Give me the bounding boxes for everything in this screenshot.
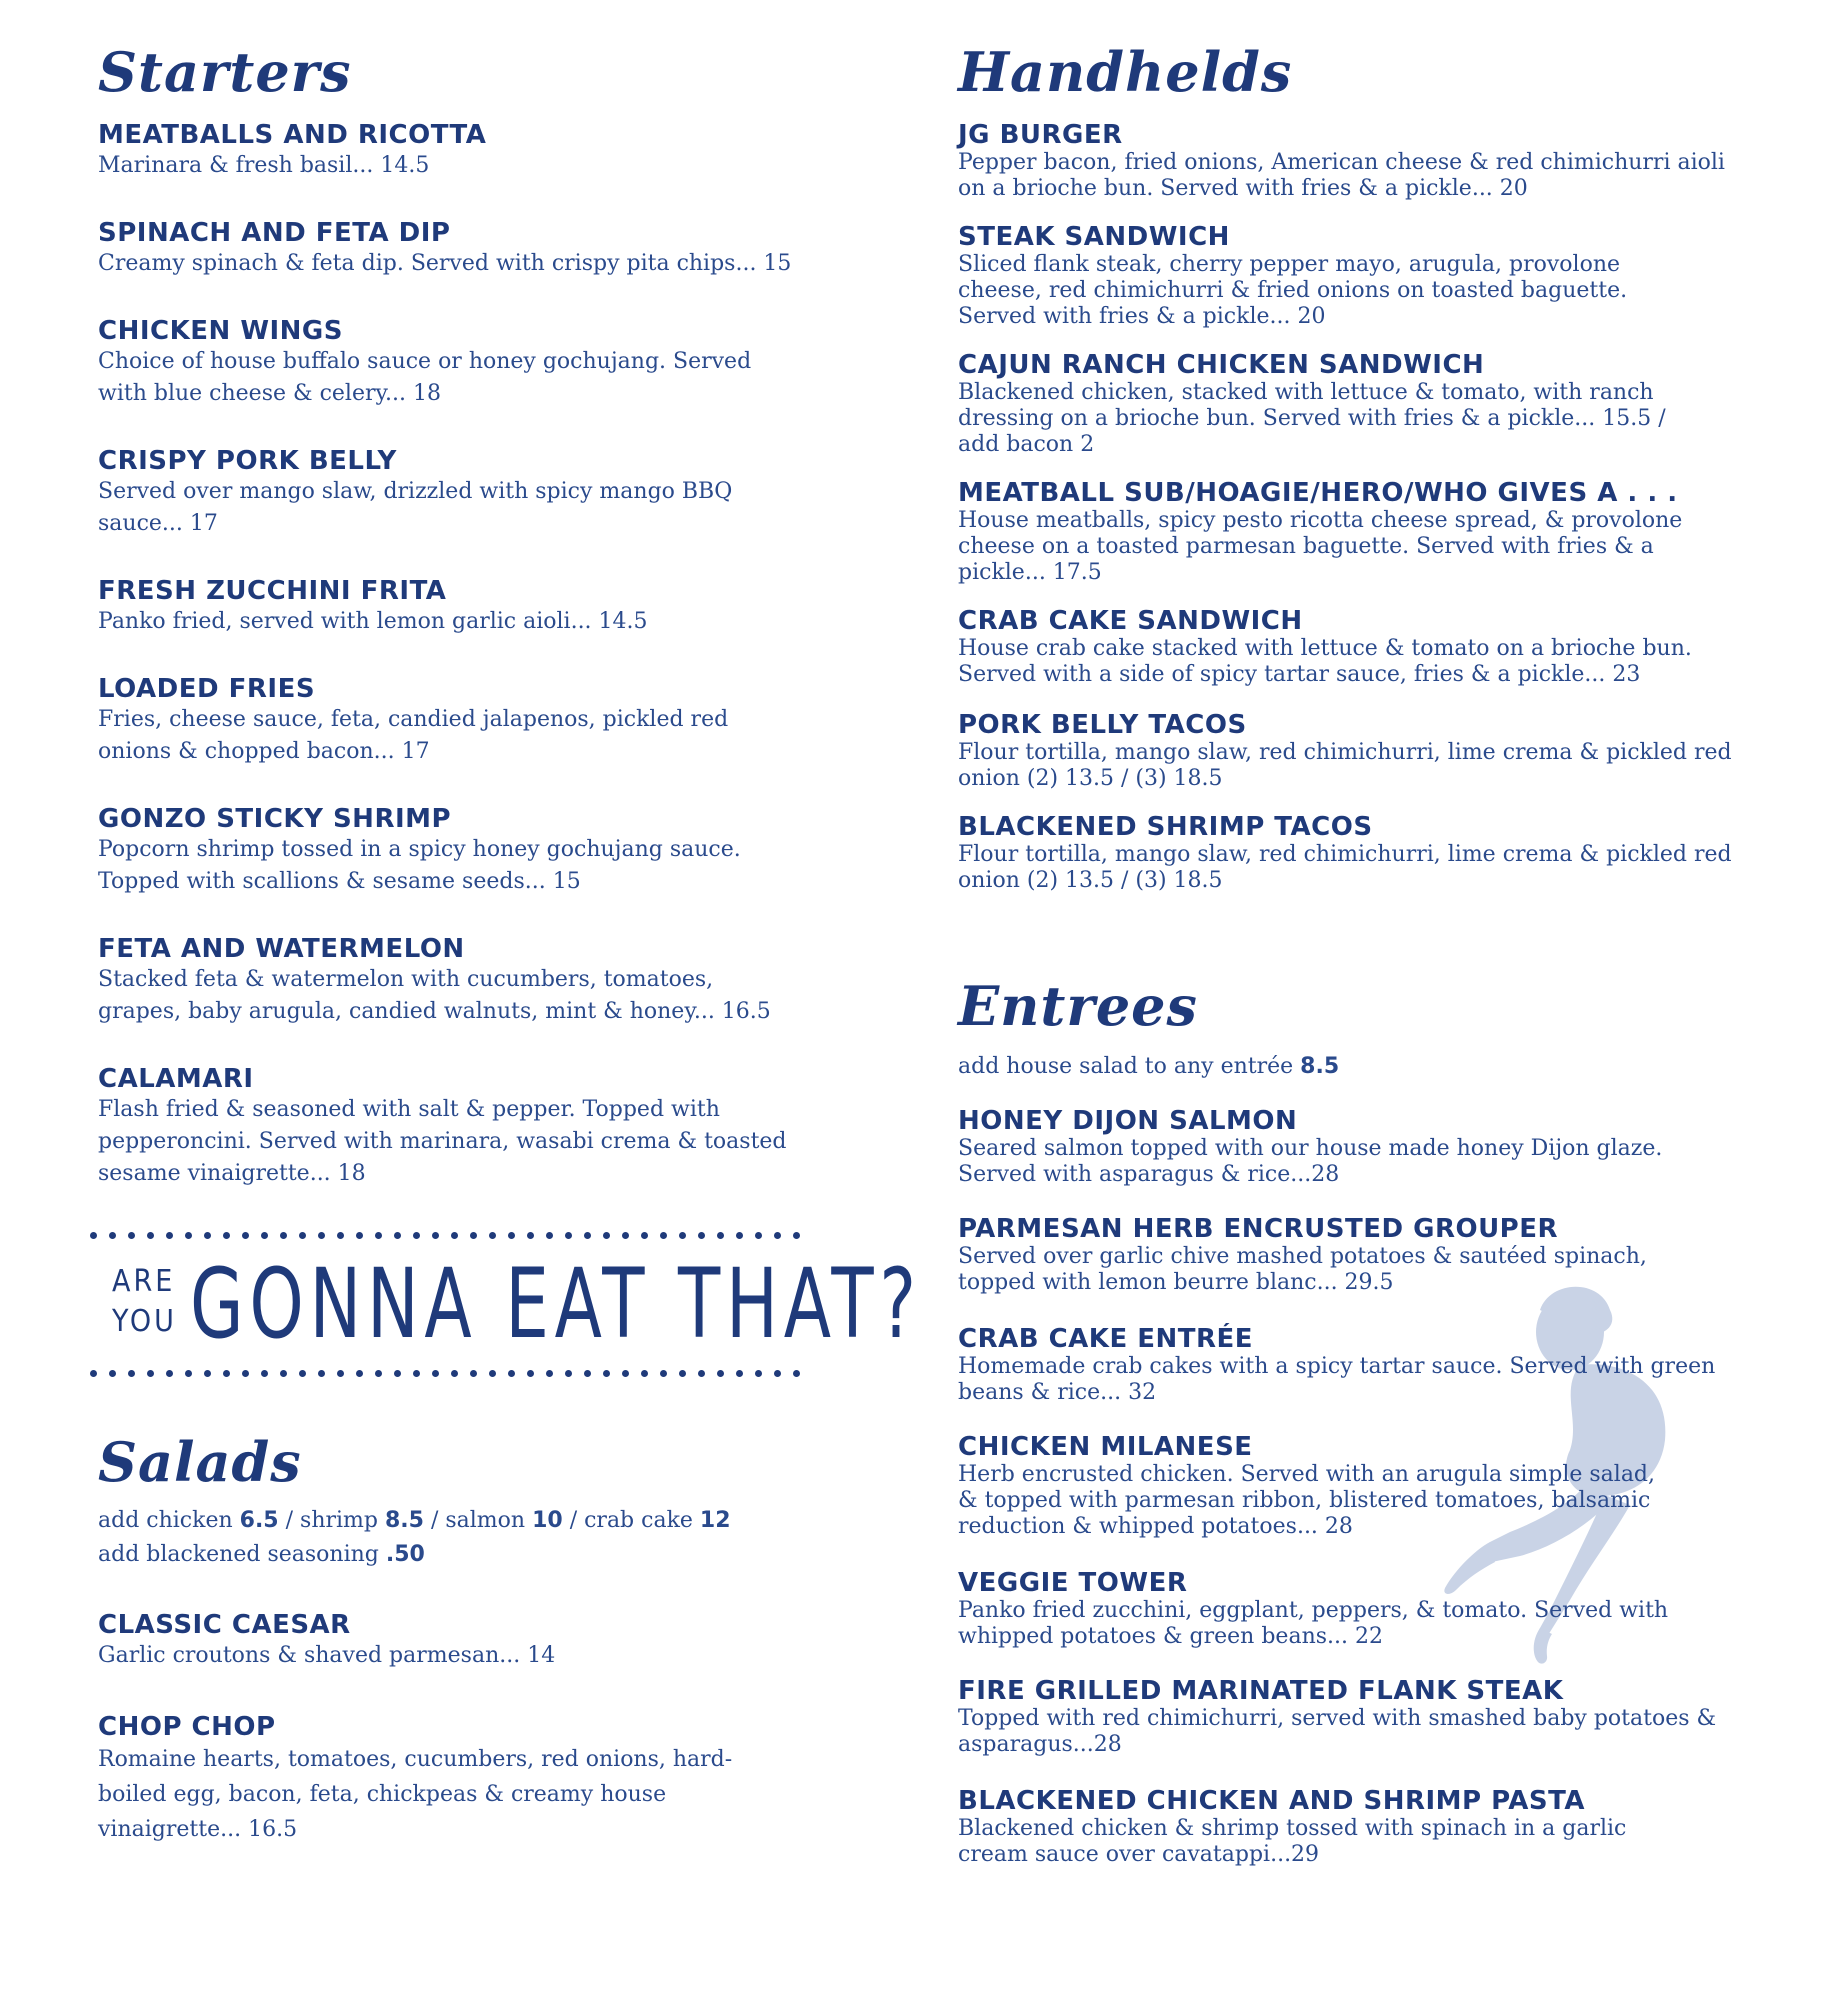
item-description: Creamy spinach & feta dip. Served with crispy pita chips... 15 [98, 251, 792, 276]
item-description: Blackened chicken & shrimp tossed with spinach in a garlic cream sauce over cavatappi...29 [958, 1816, 1627, 1867]
item-name: VEGGIE TOWER [958, 1568, 1188, 1598]
item-name: CAJUN RANCH CHICKEN SANDWICH [958, 350, 1485, 380]
menu-item [958, 478, 1718, 586]
item-name: FRESH ZUCCHINI FRITA [98, 576, 447, 606]
menu-item [958, 350, 1698, 458]
item-description: Blackened chicken, stacked with lettuce & tomato, with ranch dressing on a brioche bun. Served with fries & a pickle... 15.5 / add bacon 2 [958, 380, 1666, 457]
menu-item [958, 1676, 1738, 1758]
item-description: Topped with red chimichurri, served with smashed baby potatoes & asparagus...28 [958, 1706, 1717, 1757]
banner-headline: GONNA EAT THAT? [190, 1248, 922, 1360]
dot-border-icon [90, 1370, 800, 1380]
item-name: GONZO STICKY SHRIMP [98, 804, 452, 834]
menu-item [958, 1568, 1698, 1650]
item-name: CRAB CAKE SANDWICH [958, 606, 1303, 636]
item-description: Flour tortilla, mango slaw, red chimichurri, lime crema & pickled red onion (2) 13.5 / (3) 18.5 [958, 842, 1732, 893]
item-name: MEATBALL SUB/HOAGIE/HERO/WHO GIVES A . . . [958, 478, 1678, 508]
menu-item [958, 1214, 1678, 1296]
item-description: Choice of house buffalo sauce or honey gochujang. Served with blue cheese & celery... 18 [98, 349, 752, 406]
item-description: Stacked feta & watermelon with cucumbers, tomatoes, grapes, baby arugula, candied walnuts, mint & honey... 16.5 [98, 967, 771, 1024]
item-description: Served over garlic chive mashed potatoes & sautéed spinach, topped with lemon beurre blanc... 29.5 [958, 1244, 1647, 1295]
item-name: BLACKENED SHRIMP TACOS [958, 812, 1373, 842]
salads-title: Salads [98, 1430, 302, 1494]
item-name: FETA AND WATERMELON [98, 934, 465, 964]
menu-item [958, 1432, 1678, 1540]
item-name: PARMESAN HERB ENCRUSTED GROUPER [958, 1214, 1559, 1244]
menu-item [958, 606, 1738, 688]
item-description: Seared salmon topped with our house made honey Dijon glaze. Served with asparagus & rice...28 [958, 1136, 1663, 1187]
menu-item [98, 674, 788, 768]
entrees-salad-note: add house salad to any entrée 8.5 [958, 1054, 1340, 1079]
item-name: CRAB CAKE ENTRÉE [958, 1324, 1254, 1354]
menu-item [958, 1786, 1678, 1868]
item-name: JG BURGER [958, 120, 1123, 150]
handhelds-title: Handhelds [958, 40, 1293, 104]
menu-item [958, 1106, 1738, 1188]
item-description: Popcorn shrimp tossed in a spicy honey gochujang sauce. Topped with scallions & sesame seeds... 15 [98, 837, 741, 894]
item-name: CRISPY PORK BELLY [98, 446, 397, 476]
item-name: HONEY DIJON SALMON [958, 1106, 1298, 1136]
item-description: Served over mango slaw, drizzled with spicy mango BBQ sauce... 17 [98, 479, 733, 536]
menu-item [98, 804, 788, 898]
item-description: Flour tortilla, mango slaw, red chimichurri, lime crema & pickled red onion (2) 13.5 / (3) 18.5 [958, 740, 1732, 791]
menu-item [98, 1712, 738, 1847]
menu-item [98, 1610, 818, 1672]
item-name: FIRE GRILLED MARINATED FLANK STEAK [958, 1676, 1564, 1706]
banner-small-bottom: YOU [112, 1304, 177, 1339]
item-name: PORK BELLY TACOS [958, 710, 1247, 740]
item-description: Panko fried zucchini, eggplant, peppers, & tomato. Served with whipped potatoes & green beans... 22 [958, 1598, 1669, 1649]
item-description: House meatballs, spicy pesto ricotta cheese spread, & provolone cheese on a toasted parmesan baguette. Served with fries & a pickle... 17.5 [958, 508, 1683, 585]
item-description: Panko fried, served with lemon garlic aioli... 14.5 [98, 609, 648, 634]
menu-item [958, 120, 1738, 202]
item-name: CHOP CHOP [98, 1712, 276, 1742]
menu-item [98, 316, 788, 410]
item-name: CHICKEN MILANESE [958, 1432, 1253, 1462]
item-name: MEATBALLS AND RICOTTA [98, 120, 487, 150]
item-description: Sliced flank steak, cherry pepper mayo, arugula, provolone cheese, red chimichurri & fried onions on toasted baguette. Served with fries & a pickle... 20 [958, 252, 1628, 329]
item-description: Herb encrusted chicken. Served with an arugula simple salad, & topped with parmesan ribbon, blistered tomatoes, balsamic reduction & whipped potatoes... 28 [958, 1462, 1656, 1539]
menu-item [98, 446, 788, 540]
are-you-gonna-eat-that-banner [90, 1232, 922, 1382]
menu-item [98, 576, 818, 638]
item-name: BLACKENED CHICKEN AND SHRIMP PASTA [958, 1786, 1585, 1816]
salads-addons-note: add chicken 6.5 / shrimp 8.5 / salmon 10 / crab cake 12 [98, 1508, 731, 1533]
menu-item [98, 120, 818, 182]
menu-item [958, 1324, 1738, 1406]
item-name: CLASSIC CAESAR [98, 1610, 351, 1640]
menu-item [958, 222, 1658, 330]
salads-seasoning-note: add blackened seasoning .50 [98, 1542, 425, 1567]
item-name: CALAMARI [98, 1064, 254, 1094]
item-description: Flash fried & seasoned with salt & pepper. Topped with pepperoncini. Served with marinara, wasabi crema & toasted sesame vinaigrette... 18 [98, 1097, 787, 1186]
entrees-title: Entrees [958, 974, 1198, 1038]
item-name: LOADED FRIES [98, 674, 316, 704]
banner-small-top: ARE [112, 1264, 176, 1299]
starters-title: Starters [98, 40, 352, 104]
item-description: Romaine hearts, tomatoes, cucumbers, red onions, hard-boiled egg, bacon, feta, chickpeas & creamy house vinaigrette... 16.5 [98, 1747, 733, 1842]
item-description: Marinara & fresh basil... 14.5 [98, 153, 430, 178]
item-name: SPINACH AND FETA DIP [98, 218, 451, 248]
menu-item [98, 934, 788, 1028]
item-description: House crab cake stacked with lettuce & tomato on a brioche bun. Served with a side of spicy tartar sauce, fries & a pickle... 23 [958, 636, 1692, 687]
menu-item [98, 1064, 808, 1190]
item-description: Garlic croutons & shaved parmesan... 14 [98, 1643, 556, 1668]
menu-item [958, 710, 1738, 792]
menu-item [98, 218, 818, 280]
item-description: Homemade crab cakes with a spicy tartar sauce. Served with green beans & rice... 32 [958, 1354, 1716, 1405]
menu-item [958, 812, 1738, 894]
item-name: STEAK SANDWICH [958, 222, 1230, 252]
item-description: Pepper bacon, fried onions, American cheese & red chimichurri aioli on a brioche bun. Served with fries & a pickle... 20 [958, 150, 1725, 201]
item-name: CHICKEN WINGS [98, 316, 343, 346]
item-description: Fries, cheese sauce, feta, candied jalapenos, pickled red onions & chopped bacon... 17 [98, 707, 729, 764]
dot-border-icon [90, 1232, 800, 1242]
